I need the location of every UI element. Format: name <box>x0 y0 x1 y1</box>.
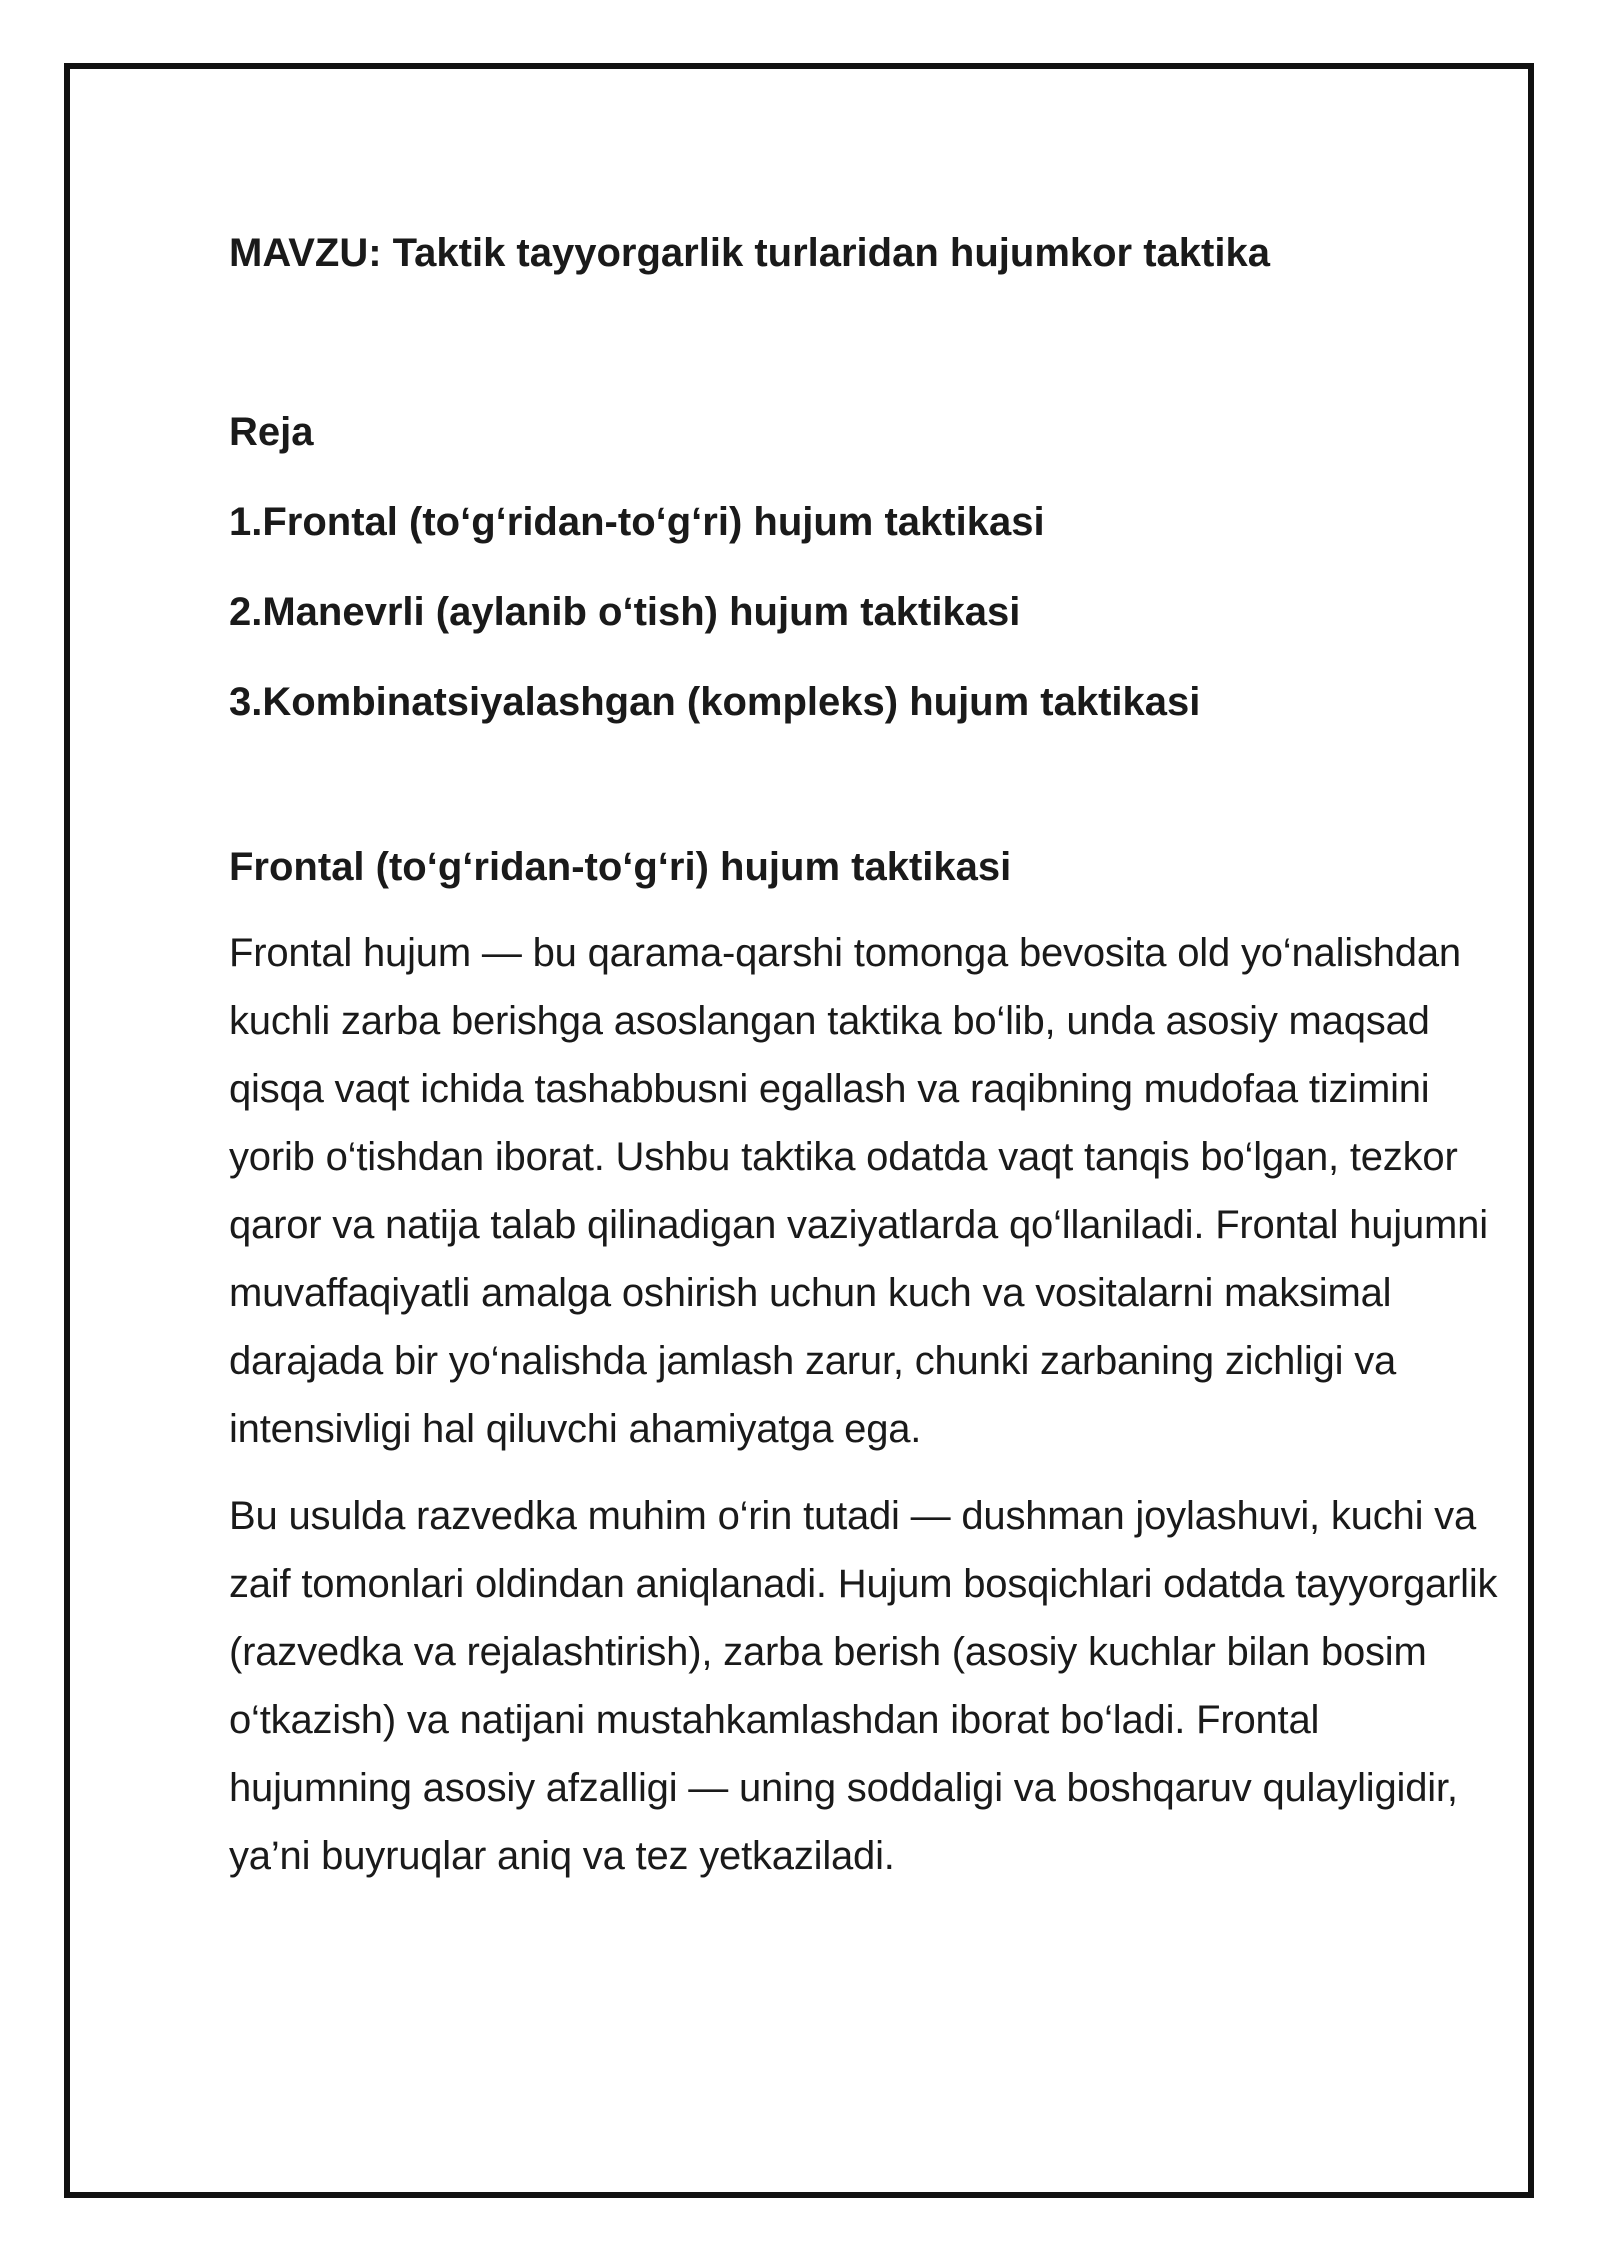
plan-item-1: 1.Frontal (to‘g‘ridan-to‘g‘ri) hujum taktikasi <box>229 500 1045 544</box>
plan-item-3: 3.Kombinatsiyalashgan (kompleks) hujum taktikasi <box>229 680 1201 724</box>
plan-list <box>229 484 1509 740</box>
plan-item-2: 2.Manevrli (aylanib o‘tish) hujum taktikasi <box>229 590 1021 634</box>
section-heading: Frontal (to‘g‘ridan-to‘g‘ri) hujum taktikasi <box>229 845 1012 889</box>
plan-heading: Reja <box>229 410 314 454</box>
document-title: MAVZU: Taktik tayyorgarlik turlaridan hujumkor taktika <box>229 231 1270 275</box>
section-paragraph-1: Frontal hujum — bu qarama-qarshi tomonga bevosita old yo‘nalishdan kuchli zarba berishga asoslangan taktika bo‘lib, unda asosiy maqsad qisqa vaqt ichida tashabbusni egallash va raqibning mudofaa tizimini yorib o‘tishdan iborat. Ushbu taktika odatda vaqt tanqis bo‘lgan, tezkor qaror va natija talab qilinadigan vaziyatlarda qo‘llaniladi. Frontal hujumni muvaffaqiyatli amalga oshirish uchun kuch va vositalarni maksimal darajada bir yo‘nalishda jamlash zarur, chunki zarbaning zichligi va intensivligi hal qiluvchi ahamiyatga ega. <box>229 931 1488 1451</box>
document-content <box>229 215 1509 1909</box>
section-paragraph-2: Bu usulda razvedka muhim o‘rin tutadi — dushman joylashuvi, kuchi va zaif tomonlari oldindan aniqlanadi. Hujum bosqichlari odatda tayyorgarlik (razvedka va rejalashtirish), zarba berish (asosiy kuchlar bilan bosim o‘tkazish) va natijani mustahkamlashdan iborat bo‘ladi. Frontal hujumning asosiy afzalligi — uning soddaligi va boshqaruv qulayligidir, ya’ni buyruqlar aniq va tez yetkaziladi. <box>229 1494 1498 1878</box>
